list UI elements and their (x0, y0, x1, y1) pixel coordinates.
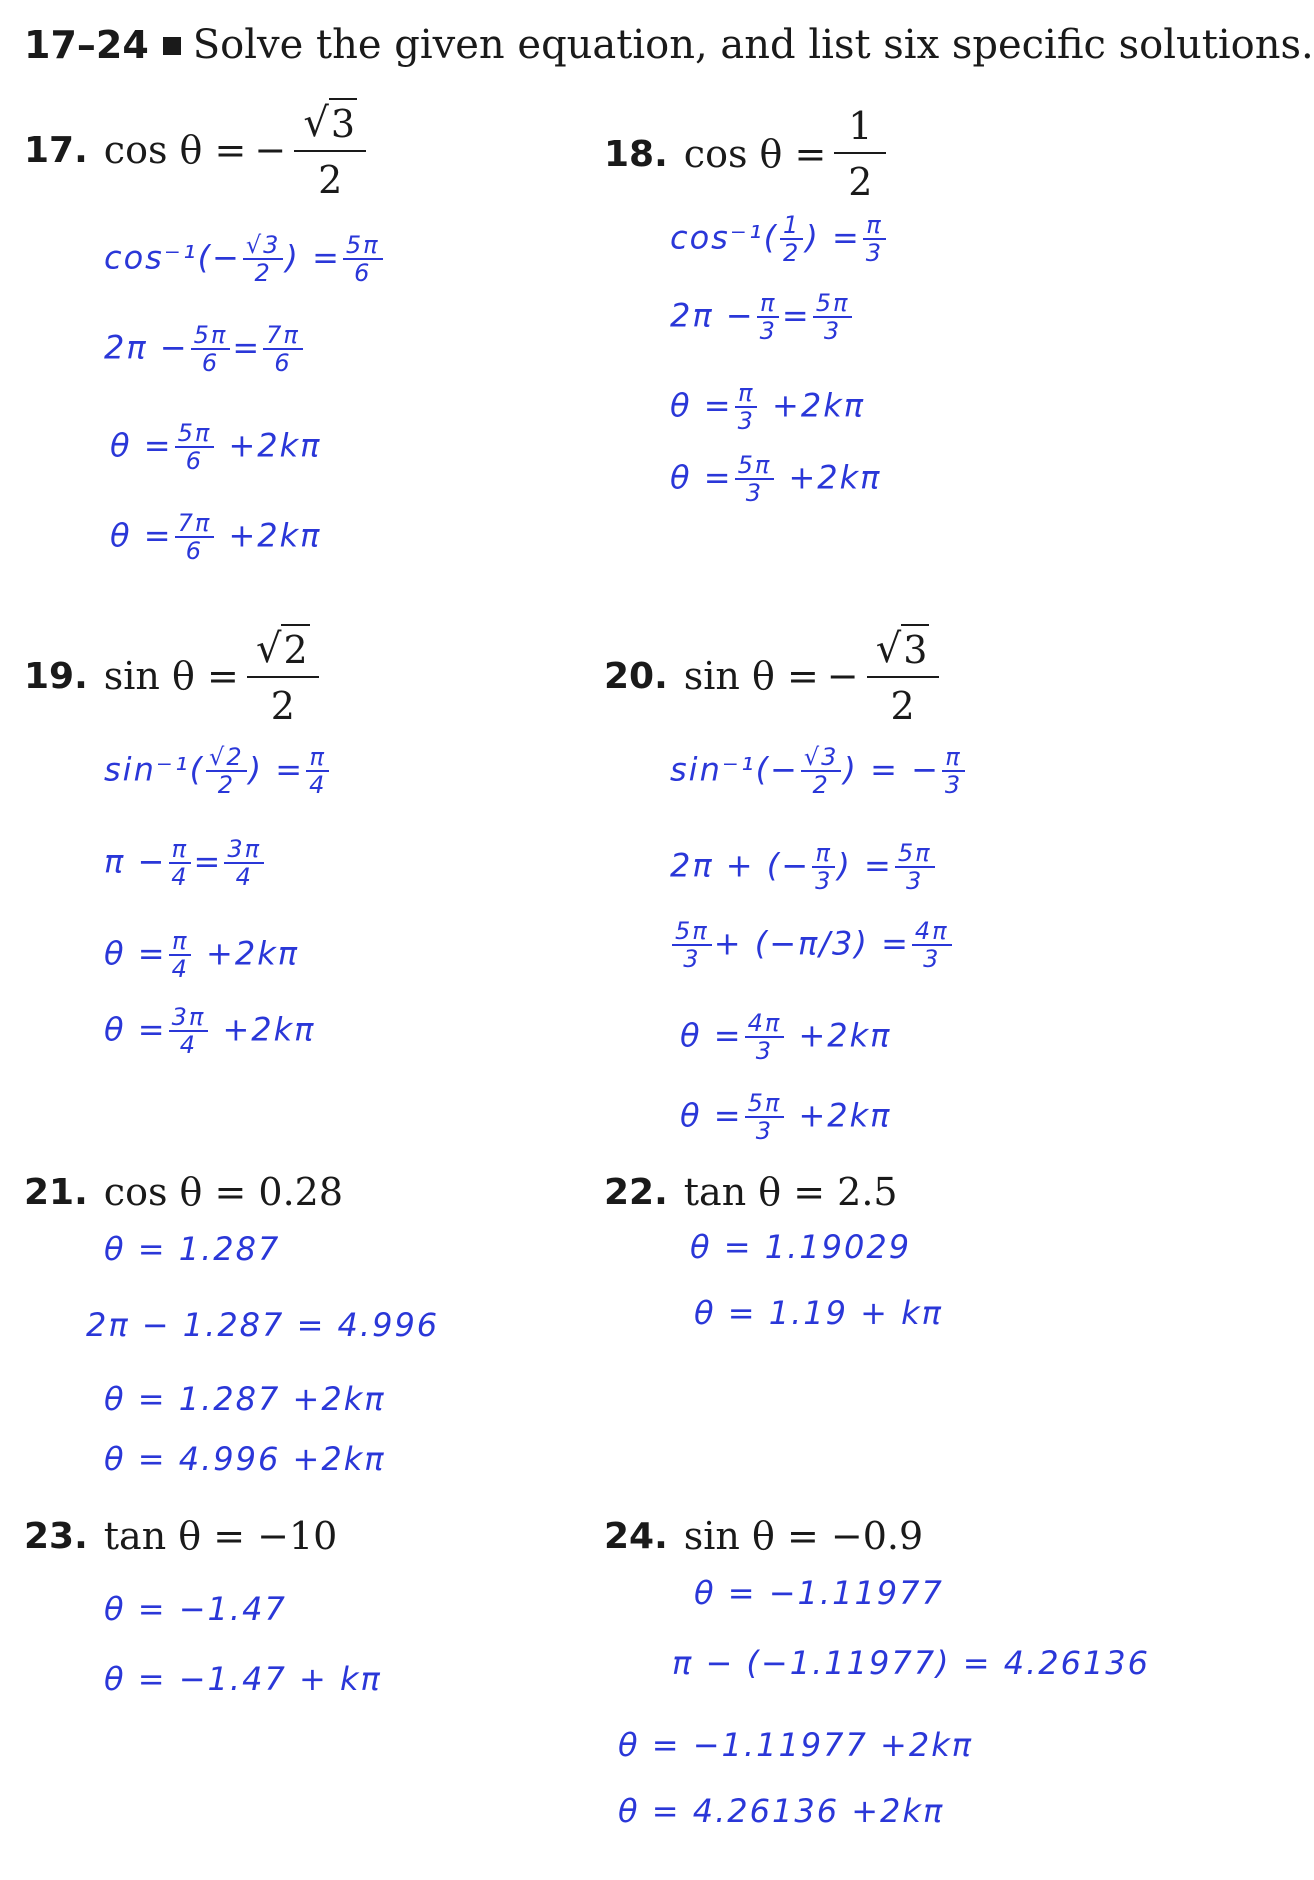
equation-lhs: sin θ = (683, 654, 819, 698)
problem-24: 24. sin θ = −0.9 (604, 1514, 924, 1558)
work-17-line-2: 2π − $\frac{5\pi}{6}$ = $\frac{7\pi}{6}$ (104, 322, 305, 377)
work-20-line-5: θ = $\frac{5\pi}{3}$ +2kπ (680, 1089, 892, 1146)
problem-range: 17–24 (24, 23, 149, 67)
work-21-line-2: 2π − 1.287 = 4.996 (86, 1306, 440, 1344)
problem-20 (604, 624, 939, 728)
problem-18 (604, 104, 886, 204)
work-20-line-1: sin⁻¹(− $\frac{√3}{2}$ ) = − $\frac{\pi}{3}$ (670, 744, 967, 799)
work-23-line-2: θ = −1.47 + kπ (104, 1660, 382, 1698)
equation: cos θ = 0.28 (103, 1170, 344, 1214)
work-18-line-3: θ = $\frac{\pi}{3}$ +2kπ (670, 379, 865, 436)
equation: tan θ = −10 (103, 1514, 338, 1558)
work-22-line-2: θ = 1.19 + kπ (694, 1294, 943, 1332)
equation-fraction: $\frac{1}{2}$ (834, 104, 886, 204)
work-21-line-3: θ = 1.287 +2kπ (104, 1380, 386, 1418)
work-20-line-4: θ = $\frac{4\pi}{3}$ +2kπ (680, 1009, 892, 1066)
problem-number: 20. (604, 655, 668, 697)
work-17-line-1: cos⁻¹(− $\frac{√3}{2}$ ) = $\frac{5\pi}{6}$ (104, 232, 385, 287)
work-20-line-2: 2π + (− $\frac{\pi}{3}$ ) = $\frac{5\pi}{3}$ (670, 840, 937, 895)
square-bullet-icon (163, 37, 181, 55)
work-19-line-4: θ = $\frac{3\pi}{4}$ +2kπ (104, 1003, 316, 1060)
work-24-line-2: π − (−1.11977) = 4.26136 (672, 1644, 1151, 1682)
equation-fraction: √ 2 2 (247, 624, 319, 728)
work-18-line-2: 2π − $\frac{\pi}{3}$ = $\frac{5\pi}{3}$ (670, 290, 854, 345)
problem-number: 18. (604, 133, 668, 175)
minus-sign: − (826, 654, 859, 698)
problem-19 (24, 624, 319, 728)
problem-21: 21. cos θ = 0.28 (24, 1170, 344, 1214)
section-heading (24, 22, 1314, 68)
work-19-line-2: π − $\frac{\pi}{4}$ = $\frac{3\pi}{4}$ (104, 836, 266, 891)
work-19-line-1: sin⁻¹( $\frac{√2}{2}$ ) = $\frac{\pi}{4}$ (104, 744, 331, 799)
problem-17 (24, 98, 366, 202)
work-24-line-1: θ = −1.11977 (694, 1574, 944, 1612)
minus-sign: − (254, 128, 287, 172)
equation-lhs: sin θ = (103, 654, 239, 698)
problem-number: 17. (24, 129, 88, 171)
work-24-line-4: θ = 4.26136 +2kπ (618, 1792, 945, 1830)
equation-lhs: cos θ = (683, 132, 827, 176)
equation: sin θ = −0.9 (683, 1514, 924, 1558)
work-21-line-4: θ = 4.996 +2kπ (104, 1440, 386, 1478)
instructions: Solve the given equation, and list six specific solutions. (192, 22, 1314, 68)
equation-lhs: cos θ = (103, 128, 247, 172)
problem-number: 19. (24, 655, 88, 697)
work-17-line-3: θ = $\frac{5\pi}{6}$ +2kπ (110, 419, 322, 476)
equation-fraction: √ 3 2 (294, 98, 366, 202)
work-18-line-4: θ = $\frac{5\pi}{3}$ +2kπ (670, 451, 882, 508)
problem-22: 22. tan θ = 2.5 (604, 1170, 898, 1214)
problem-23: 23. tan θ = −10 (24, 1514, 338, 1558)
work-17-line-4: θ = $\frac{7\pi}{6}$ +2kπ (110, 509, 322, 566)
work-22-line-1: θ = 1.19029 (690, 1228, 912, 1266)
work-23-line-1: θ = −1.47 (104, 1590, 287, 1628)
equation: tan θ = 2.5 (683, 1170, 898, 1214)
work-24-line-3: θ = −1.11977 +2kπ (618, 1726, 974, 1764)
work-21-line-1: θ = 1.287 (104, 1230, 281, 1268)
work-19-line-3: θ = $\frac{\pi}{4}$ +2kπ (104, 927, 299, 984)
work-20-line-3: $\frac{5\pi}{3}$ + (−π/3) = $\frac{4\pi}{3}$ (670, 918, 954, 973)
equation-fraction: √ 3 2 (867, 624, 939, 728)
work-18-line-1: cos⁻¹( $\frac{1}{2}$ ) = $\frac{\pi}{3}$ (670, 212, 888, 267)
